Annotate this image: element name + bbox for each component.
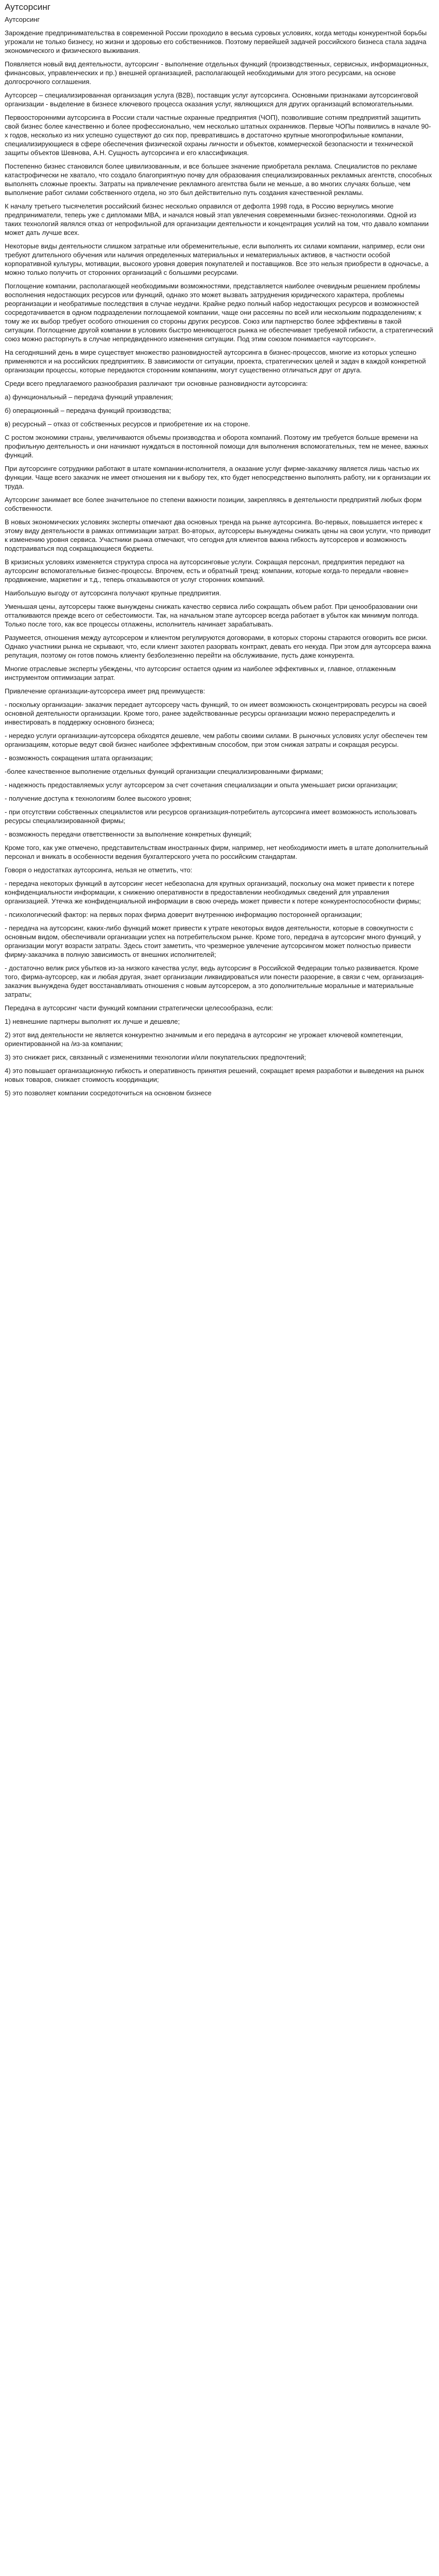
article-body [5, 15, 434, 1097]
paragraph: На сегодняшний день в мире существует множество разновидностей аутсорсинга в бизнес-процессов, многие из которых успешно применяются и на российских предприятиях. В зависимости от ситуации, проекта, стратегических целей и задач в каждой конкретной организации процессы, которые передаются сторонним компаниям, могут существенно отличаться друг от друга. [5, 349, 426, 374]
paragraph: В новых экономических условиях эксперты отмечают два основных тренда на рынке аутсорсинга. Во-первых, повышается интерес к этому виду деятельности в рамках оптимизации затрат. Во-вторых, аутсорсеры вынуждены снижать цены на свои услуги, что приводит к изменению уровня сервиса. Участники рынка отмечают, что сегодня для клиентов важна гибкость аутсорсеров и возможность подстраиваться под сокращающиеся бюджеты. [5, 518, 431, 552]
paragraph: Многие отраслевые эксперты убеждены, что аутсорсинг остается одним из наиболее эффективных и, главное, отлаженным инструментом оптимизации затрат. [5, 665, 396, 681]
paragraph: - психологический фактор: на первых порах фирма доверит внутреннюю информацию посторонней организации; [5, 911, 362, 918]
paragraph: Аутсорсинг [5, 16, 40, 23]
paragraph: 5) это позволяет компании сосредоточиться на основном бизнесе [5, 1089, 212, 1097]
paragraph: 2) этот вид деятельности не является конкурентно значимым и его передача в аутсорсинг не угрожает ключевой компетенции, ориентированной на /из-за компании; [5, 1031, 403, 1048]
paragraph: - поскольку организации- заказчик передает аутсорсеру часть функций, то он имеет возможность сконцентрировать ресурсы на своей основной деятельности организации. Кроме того, ранее задействованные ресурсы организации можно перераспределить и инвестировать в поддержку основного бизнеса; [5, 701, 427, 726]
page-title: Аутсорсинг [5, 2, 51, 12]
paragraph: 4) это повышает организационную гибкость и оперативность принятия решений, сокращает время разработки и выведения на рынок новых товаров, снижает стоимость координации; [5, 1067, 424, 1083]
paragraph: В кризисных условиях изменяется структура спроса на аутсорсинговые услуги. Сокращая персонал, предприятия передают на аутсорсинг вспомогательные бизнес-процессы. Впрочем, есть и обратный тренд: компании, которые когда-то передали «вовне» продвижение, маркетинг и т.д., теперь отказываются от услуг сторонних компаний. [5, 558, 409, 583]
paragraph: 1) невнешние партнеры выполнят их лучше и дешевле; [5, 1018, 180, 1025]
paragraph: Первоосторонними аутсорсинга в России стали частные охранные предприятия (ЧОП), позволившие сотням предприятий защитить свой бизнес более качественно и более профессионально, чем несколько штатных охранников. Первые ЧОПы появились в начале 90-х годов, несколько из них успешно существуют до сих пор, превратившись в достаточно крупные многопрофильные компании, специализирующиеся в сфере обеспечения физической охраны личности и объектов, коммерческой безопасности и технической защиты объектов Шевнова, А.Н. Сущность аутсорсинга и его классификация. [5, 114, 431, 157]
paragraph: - передача некоторых функций в аутсорсинг несет небезопасна для крупных организаций, поскольку она может привести к потере конфиденциальности информации, к снижению оперативности в предоставлении необходимых сведений для управления организацией. Утечка же конфиденциальной информации в свою очередь может привести к потере конкурентоспособности фирмы; [5, 880, 421, 905]
paragraph: - возможность передачи ответственности за выполнение конкретных функций; [5, 830, 252, 838]
paragraph: Зарождение предпринимательства в современной России проходило в весьма суровых условиях, когда методы конкурентной борьбы угрожали не только бизнесу, но жизни и здоровью его собственников. Поэтому первейшей задачей российского бизнеса стала задача экономического и физического выживания. [5, 29, 427, 54]
paragraph: Поглощение компании, располагающей необходимыми возможностями, представляется наиболее очевидным решением проблемы восполнения недостающих ресурсов или функций, однако это может вызвать затруднения юридического характера, проблемы реорганизации и необратимые последствия в случае неудачи. Крайне редко полный набор недостающих ресурсов и возможностей сосредотачивается в одном подразделении поглощаемой компании, чаще они рассеяны по всей или нескольким подразделениям; к тому же их выбор требует особого отношения со стороны других ресурсов. Союз или партнерство более эффективны в такой ситуации. Поглощение другой компании в условиях быстро меняющегося рынка не обеспечивает требуемой гибкости, а стратегический союз можно расторгнуть в случае непредвиденного изменения ситуации. Под этим союзом понимается «аутсорсинг». [5, 282, 433, 343]
paragraph: Появляется новый вид деятельности, аутсорсинг - выполнение отдельных функций (производственных, сервисных, информационных, финансовых, управленческих и пр.) внешней организацией, располагающей необходимыми для этого ресурсами, на основе долгосрочного соглашения. [5, 60, 429, 86]
paragraph: -более качественное выполнение отдельных функций организации специализированными фирмами; [5, 768, 323, 775]
paragraph: Кроме того, как уже отмечено, представительствам иностранных фирм, например, нет необходимости иметь в штате дополнительный персонал и вникать в особенности ведения бухгалтерского учета по российским стандартам. [5, 844, 428, 860]
paragraph: - возможность сокращения штата организации; [5, 754, 153, 762]
paragraph: С ростом экономики страны, увеличиваются объемы производства и оборота компаний. Поэтому им требуется больше времени на профильную деятельность и они начинают нуждаться в постоянной помощи для выполнения вспомогательных, тем не менее, важных функций. [5, 434, 429, 459]
paragraph: - достаточно велик риск убытков из-за низкого качества услуг, ведь аутсорсинг в Российской Федерации только развивается. Кроме того, фирма-аутсорсер, как и любая другая, знает организации ликвидироваться или понести разорение, в связи с чем, организация-заказчик вынуждена будет восстанавливать отношения с новым аутсорсером, а это дополнительные моральные и материальные затраты; [5, 964, 424, 998]
paragraph: - при отсутствии собственных специалистов или ресурсов организация-потребитель аутсорсинга имеет возможность использовать ресурсы специализированной фирмы; [5, 808, 417, 825]
paragraph: - нередко услуги организации-аутсорсера обходятся дешевле, чем работы своими силами. В рыночных условиях услуг обеспечен тем организациям, которые ведут свой бизнес наиболее эффективным способом, при этом снижая затраты и сокращая ресурсы. [5, 732, 428, 748]
paragraph: - получение доступа к технологиям более высокого уровня; [5, 795, 192, 802]
paragraph: 3) это снижает риск, связанный с изменениями технологии и/или покупательских предпочтений; [5, 1053, 306, 1061]
paragraph: Аутсорсинг занимает все более значительное по степени важности позиции, закрепляясь в деятельности предприятий любых форм собственности. [5, 496, 422, 512]
paragraph: Передача в аутсорсинг части функций компании стратегически целесообразна, если: [5, 1004, 273, 1012]
paragraph: К началу третьего тысячелетия российский бизнес несколько оправился от дефолта 1998 года, в Россию вернулись многие предприниматели, теперь уже с дипломами MBA, и начался новый этап увлечения современными бизнес-технологиями. Одной из таких технологий являлся отказ от непрофильной для организации деятельности и концентрация усилий на том, что давало компании может дать лучше всех. [5, 202, 429, 236]
paragraph: Некоторые виды деятельности слишком затратные или обременительные, если выполнять их силами компании, например, если они требуют длительного обучения или наличия определенных материальных и нематериальных активов, в частности особой корпоративной культуры, мотивации, высокого уровня доверия покупателей и поставщиков. Все это нельзя приобрести в одночасье, а можно только получить от сторонних организаций с большими ресурсами. [5, 242, 429, 276]
paragraph: Привлечение организации-аутсорсера имеет ряд преимуществ: [5, 687, 205, 695]
paragraph: б) операционный – передача функций производства; [5, 407, 171, 414]
article [0, 0, 439, 1097]
paragraph: Аутсорсер – специализированная организация услуга (B2B), поставщик услуг аутсорсинга. Основными признаками аутсорсинговой организации - выделение в бизнесе ключевого процесса оказания услуг, являющихся для других организаций вспомогательными. [5, 91, 418, 108]
paragraph: Уменьшая цены, аутсорсеры также вынуждены снижать качество сервиса либо сокращать объем работ. При ценообразовании они отталкиваются прежде всего от себестоимости. Так, на начальном этапе аутсорсер всегда работает в убыток как минимум полгода. Только после того, как все процессы отлажены, исполнитель начинает зарабатывать. [5, 603, 419, 628]
paragraph: Говоря о недостатках аутсорсинга, нельзя не отметить, что: [5, 866, 192, 874]
paragraph: - надежность предоставляемых услуг аутсорсером за счет сочетания специализации и опыта уменьшает риски организации; [5, 781, 398, 789]
paragraph: Постепенно бизнес становился более цивилизованным, и все большее значение приобретала реклама. Специалистов по рекламе катастрофически не хватало, что создало благоприятную почву для образования специализированных рекламных агентств, способных выполнять сложные проекты. Затраты на привлечение рекламного агентства были не меньше, а во многих случаях больше, чем выполнение работ силами собственного отдела, но это был действительно путь создания качественной рекламы. [5, 162, 432, 197]
paragraph: Разумеется, отношения между аутсорсером и клиентом регулируются договорами, в которых стороны стараются оговорить все риски. Однако участники рынка не скрывают, что, если клиент захотел разорвать контракт, девать его некуда. При этом для аутсорсера важна репутация, поэтому он готов помочь клиенту безболезненно перейти на обслуживание, пусть даже конкурента. [5, 634, 431, 659]
paragraph: а) функциональный – передача функций управления; [5, 393, 173, 401]
paragraph: Среди всего предлагаемого разнообразия различают три основные разновидности аутсорсинга: [5, 380, 308, 387]
paragraph: Наибольшую выгоду от аутсорсинга получают крупные предприятия. [5, 589, 221, 597]
paragraph: в) ресурсный – отказ от собственных ресурсов и приобретение их на стороне. [5, 420, 250, 428]
paragraph: - передача на аутсорсинг, каких-либо функций может привести к утрате некоторых видов деятельности, которые в совокупности с основным видом, обеспечивали организации успех на потребительском рынке. Кроме того, передача в аутсорсинг много функций, у организации могут возрасти затраты. Здесь стоит заметить, что чрезмерное увлечение аутсорсингом может полностью привести фирму-заказчика в полную зависимость от внешних исполнителей; [5, 924, 421, 958]
paragraph: При аутсорсинге сотрудники работают в штате компании-исполнителя, а оказание услуг фирме-заказчику является лишь частью их функции. Чаще всего заказчик не имеет отношения ни к выбору тех, кто будет непосредственно выполнять работу, ни к организации их труда. [5, 465, 431, 490]
